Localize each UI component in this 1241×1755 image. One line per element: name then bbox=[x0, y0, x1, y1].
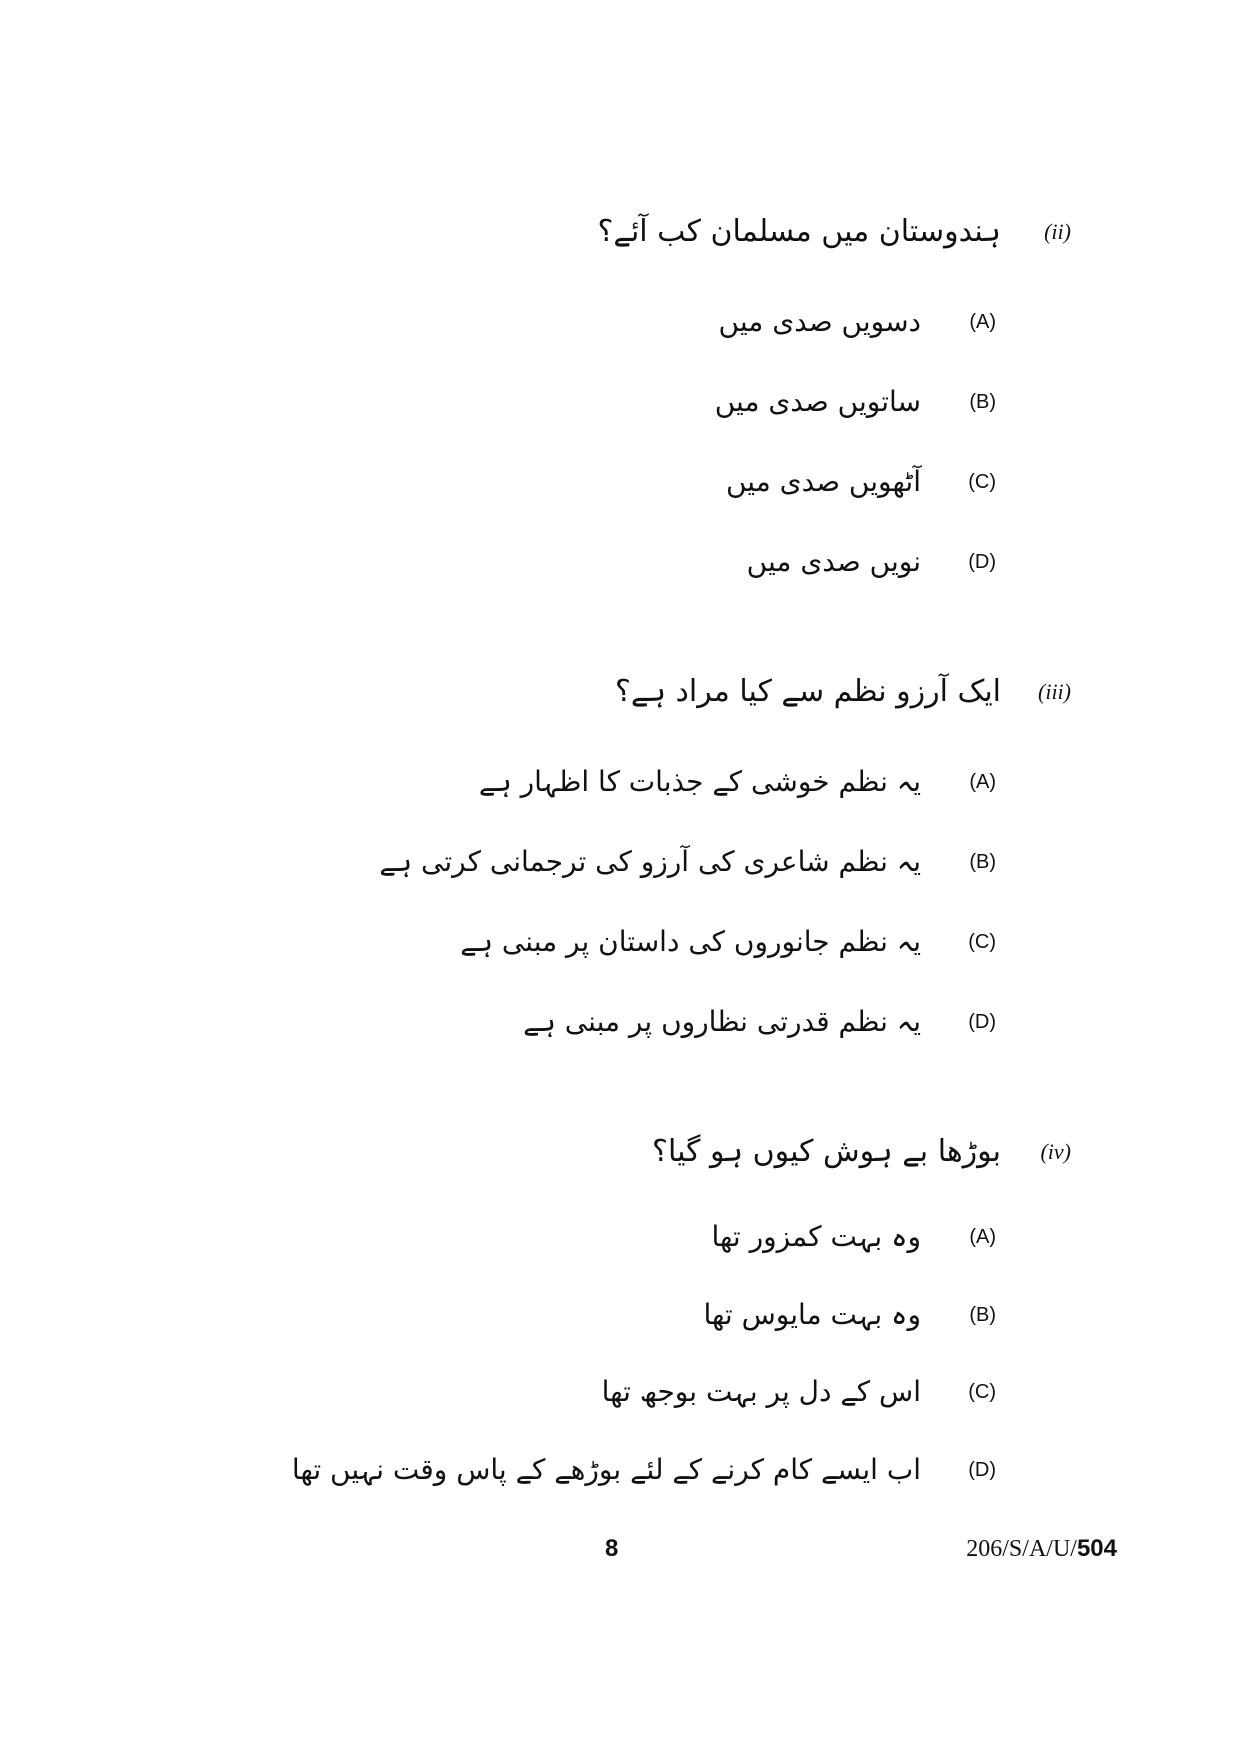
option-row bbox=[0, 1288, 1241, 1348]
option-label: (B) bbox=[969, 851, 996, 873]
option-text: یہ نظم جانوروں کی داستان پر مبنی ہے bbox=[460, 925, 921, 958]
option-label: (A) bbox=[969, 771, 996, 793]
option-row bbox=[0, 1210, 1241, 1270]
option-row bbox=[0, 995, 1241, 1055]
option-text: وہ بہت مایوس تھا bbox=[703, 1298, 921, 1331]
question-iii bbox=[0, 665, 1241, 725]
option-label: (A) bbox=[969, 1226, 996, 1248]
option-text: یہ نظم قدرتی نظاروں پر مبنی ہے bbox=[523, 1005, 921, 1038]
option-text: ساتویں صدی میں bbox=[714, 385, 921, 418]
page-number: 8 bbox=[605, 1535, 619, 1562]
question-text: بوڑھا بے ہوش کیوں ہو گیا؟ bbox=[652, 1134, 1001, 1169]
paper-code-prefix: 206/S/A/U/ bbox=[966, 1536, 1077, 1562]
option-text: آٹھویں صدی میں bbox=[725, 465, 921, 498]
option-label: (C) bbox=[968, 931, 996, 953]
option-text: یہ نظم شاعری کی آرزو کی ترجمانی کرتی ہے bbox=[379, 845, 921, 878]
option-text: نویں صدی میں bbox=[746, 545, 921, 578]
option-label: (D) bbox=[968, 1459, 996, 1481]
option-label: (B) bbox=[969, 1304, 996, 1326]
option-text: یہ نظم خوشی کے جذبات کا اظہار ہے bbox=[478, 765, 921, 798]
option-label: (C) bbox=[968, 1381, 996, 1403]
option-text: اب ایسے کام کرنے کے لئے بوڑھے کے پاس وقت نہیں تھا bbox=[291, 1453, 921, 1486]
paper-code-bold: 504 bbox=[1076, 1535, 1117, 1562]
option-label: (D) bbox=[968, 1011, 996, 1033]
question-number: (iii) bbox=[1038, 679, 1071, 704]
option-label: (C) bbox=[968, 471, 996, 493]
option-row bbox=[0, 375, 1241, 435]
option-row bbox=[0, 535, 1241, 595]
option-label: (D) bbox=[968, 551, 996, 573]
option-row bbox=[0, 295, 1241, 355]
option-row bbox=[0, 455, 1241, 515]
question-iv bbox=[0, 1125, 1241, 1185]
option-label: (A) bbox=[969, 311, 996, 333]
option-row bbox=[0, 915, 1241, 975]
option-row bbox=[0, 1365, 1241, 1425]
paper-code bbox=[966, 1535, 1117, 1563]
question-number: (ii) bbox=[1044, 219, 1071, 244]
option-label: (B) bbox=[969, 391, 996, 413]
option-row bbox=[0, 835, 1241, 895]
question-ii bbox=[0, 205, 1241, 265]
option-row bbox=[0, 1443, 1241, 1503]
option-text: دسویں صدی میں bbox=[718, 305, 921, 338]
question-text: ایک آرزو نظم سے کیا مراد ہے؟ bbox=[614, 674, 1001, 709]
option-text: اس کے دل پر بہت بوجھ تھا bbox=[601, 1375, 921, 1408]
question-text: ہندوستان میں مسلمان کب آئے؟ bbox=[597, 214, 1001, 249]
option-row bbox=[0, 755, 1241, 815]
question-number: (iv) bbox=[1040, 1139, 1071, 1164]
option-text: وہ بہت کمزور تھا bbox=[711, 1220, 921, 1253]
